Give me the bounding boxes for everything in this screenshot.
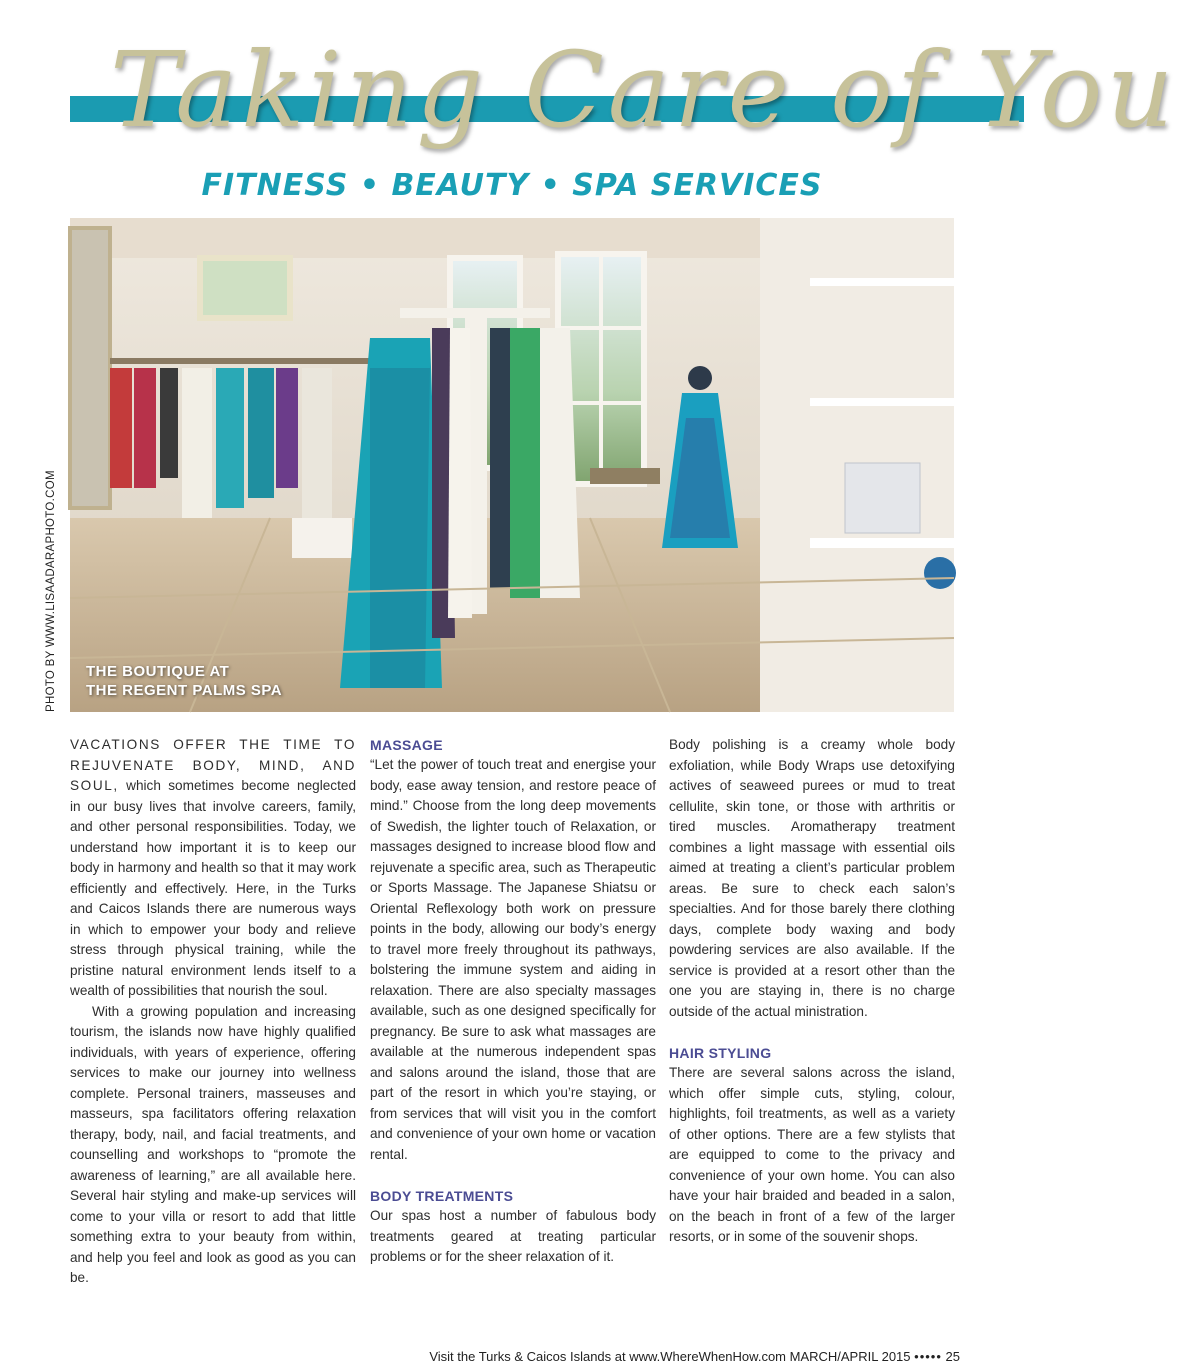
article-column-2: [370, 735, 656, 1268]
intro-text: which sometimes become neglected in our busy lives that involve careers, family, and other personal responsibilities. Today, we understand how important it is to keep our body in harmony and health so that it may work efficiently and effectively. Here, in the Turks and Caicos Islands there are numerous ways in which to empower your body and relieve stress through physical training, while the pristine natural environment lends itself to a wealth of possibilities that nourish the soul.: [70, 778, 356, 998]
footer-text: Visit the Turks & Caicos Islands at www.WhereWhenHow.com MARCH/APRIL 2015: [429, 1349, 911, 1364]
second-paragraph: With a growing population and increasing tourism, the islands now have highly qualified individuals, with years of experience, offering services to make our journey into wellness complete. Personal trainers, masseuses and masseurs, spa facilitators offering relaxation therapy, body, nail, and facial treatments, and counselling and workshops to “promote the awareness of learning,” are all available here. Several hair styling and make-up services will come to your villa or resort to add that little something extra to your beauty from within, and help you feel and look as good as you can be.: [70, 1003, 356, 1285]
boutique-photo: [70, 218, 954, 712]
body-treatments-paragraph: Our spas host a number of fabulous body treatments geared at treating particular problems or for the sheer relaxation of it.: [370, 1208, 656, 1264]
massage-paragraph: “Let the power of touch treat and energise your body, ease away tension, and restore peace of mind.” Choose from the long deep movements of Swedish, the lighter touch of Relaxation, or massages designed to increase blood flow and rejuvenate a specific area, such as Therapeutic or Sports Massage. The Japanese Shiatsu or Oriental Reflexology both work on pressure points in the body, allowing our body’s energy to travel more freely throughout its pathways, bolstering the immune system and aiding in relaxation. There are also specialty massages available, such as one designed specifically for pregnancy. Be sure to ask what massages are available at the numerous independent spas and salons around the island, those that are part of the resort in which you’re staying, or from services that will visit you in the comfort and convenience of your own home or vacation rental.: [370, 757, 656, 1162]
body-polishing-paragraph: Body polishing is a creamy whole body exfoliation, while Body Wraps use detoxifying actives of seaweed purees or mud to treat cellulite, skin tone, or those with arthritis or tired muscles. Aromatherapy treatment combines a light massage with essential oils aimed at treating a client’s particular problem areas. Be sure to check each salon’s specialties. And for those barely there clothing days, complete body waxing and body powdering services are also available. If the service is provided at a resort other than the one you are staying in, there is no charge outside of the actual ministration.: [669, 737, 955, 1019]
article-column-1: [70, 735, 356, 1289]
footer-dots: •••••: [914, 1349, 942, 1364]
article-column-3: [669, 735, 955, 1248]
massage-heading: MASSAGE: [370, 737, 443, 753]
hair-styling-heading: HAIR STYLING: [669, 1045, 772, 1061]
page-title: Taking Care of You: [110, 29, 1177, 151]
page-number: 25: [945, 1349, 960, 1364]
photo-caption: [86, 662, 282, 700]
page-footer: [300, 1349, 960, 1364]
photo-credit: PHOTO BY WWW.LISAADARAPHOTO.COM: [45, 470, 57, 712]
photo-caption-line2: THE REGENT PALMS SPA: [86, 682, 283, 699]
hair-styling-paragraph: There are several salons across the island, which offer simple cuts, styling, colour, highlights, foil treatments, as well as a variety of other options. There are a few stylists that are equipped to come to the privacy and convenience of your own home. You can also have your hair braided and beaded in a salon, on the beach in front of a few of the larger resorts, or in some of the souvenir shops.: [669, 1065, 955, 1244]
intro-paragraph: [70, 735, 356, 1002]
boutique-photo-illustration: [70, 218, 954, 712]
page-subtitle: FITNESS • BEAUTY • SPA SERVICES: [201, 168, 823, 203]
body-treatments-heading: BODY TREATMENTS: [370, 1188, 514, 1204]
intro-lead-in: VACATIONS OFFER THE TIME TO REJUVENATE BODY, MIND, AND SOUL,: [70, 737, 356, 793]
photo-caption-line1: THE BOUTIQUE AT: [86, 663, 230, 680]
